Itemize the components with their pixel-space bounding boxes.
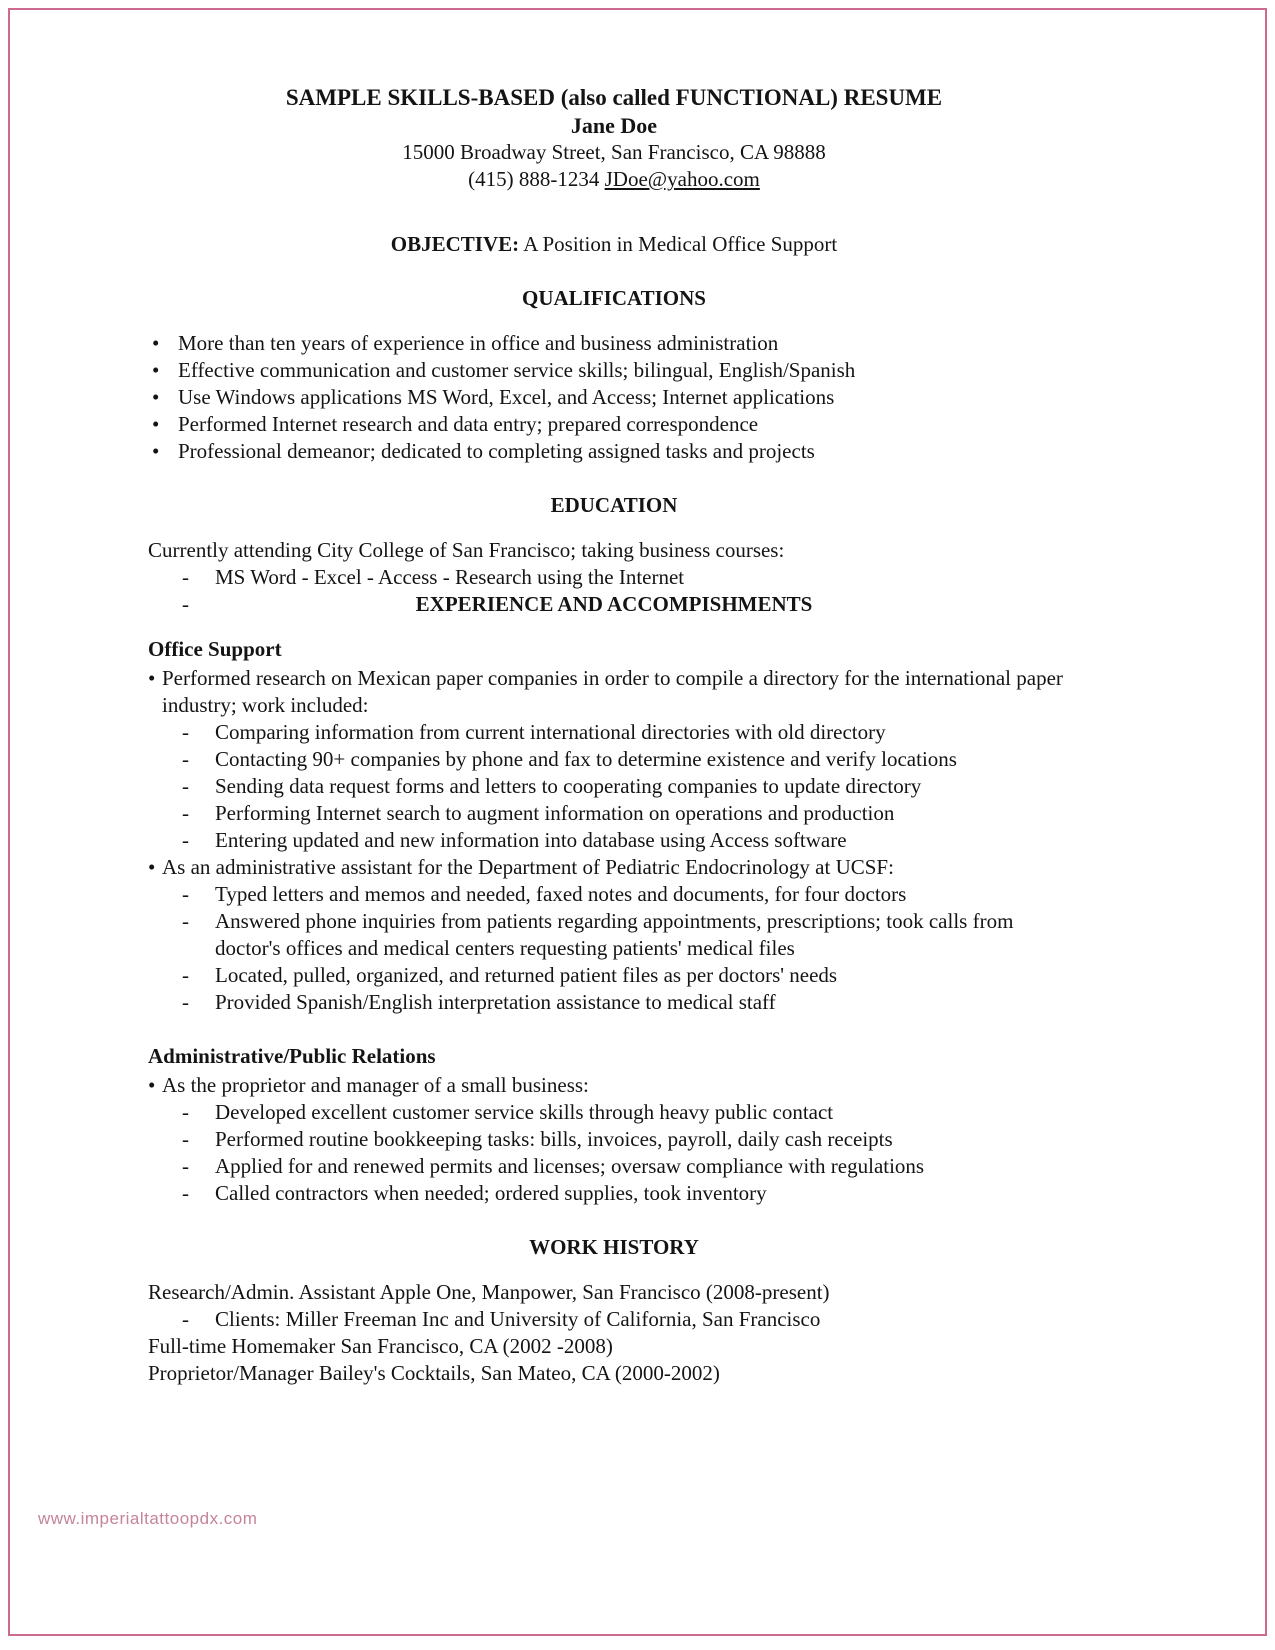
qualification-item: • Professional demeanor; dedicated to completing assigned tasks and projects [148, 438, 1080, 465]
candidate-address: 15000 Broadway Street, San Francisco, CA 98888 [402, 140, 826, 164]
office-support-subitem: - Comparing information from current international directories with old directory [148, 719, 1080, 746]
objective-line [148, 231, 1080, 258]
objective-text: A Position in Medical Office Support [523, 232, 838, 256]
office-support-title: Office Support [148, 637, 282, 661]
admin-pr-title: Administrative/Public Relations [148, 1044, 436, 1068]
qualification-item: • Effective communication and customer service skills; bilingual, English/Spanish [148, 357, 1080, 384]
office-support-subitem: - Performing Internet search to augment information on operations and production [148, 800, 1080, 827]
candidate-phone: (415) 888-1234 [468, 167, 600, 191]
office-support-subitem: - Entering updated and new information into database using Access software [148, 827, 1080, 854]
work-history-subitem: - Clients: Miller Freeman Inc and University of California, San Francisco [148, 1306, 1080, 1333]
admin-pr-subitem: - Applied for and renewed permits and licenses; oversaw compliance with regulations [148, 1153, 1080, 1180]
education-heading: EDUCATION [550, 493, 678, 517]
office-support-subitem: - Contacting 90+ companies by phone and fax to determine existence and verify locations [148, 746, 1080, 773]
office-support-sublist-2 [148, 881, 1080, 1016]
education-item: - MS Word - Excel - Access - Research using the Internet [148, 564, 1080, 591]
office-support-subitem: - Provided Spanish/English interpretation assistance to medical staff [148, 989, 1080, 1016]
watermark-url: www.imperialtattoopdx.com [38, 1509, 258, 1528]
admin-pr-subitem: - Performed routine bookkeeping tasks: bills, invoices, payroll, daily cash receipts [148, 1126, 1080, 1153]
experience-heading: EXPERIENCE AND ACCOMPISHMENTS [415, 592, 813, 616]
office-support-subitem: - Sending data request forms and letters to cooperating companies to update directory [148, 773, 1080, 800]
admin-pr-bullet: • As the proprietor and manager of a small business: [148, 1072, 1080, 1099]
office-support-subitem: - Located, pulled, organized, and returned patient files as per doctors' needs [148, 962, 1080, 989]
work-history-sublist [148, 1306, 1080, 1333]
work-history-heading: WORK HISTORY [529, 1235, 699, 1259]
work-history-entry: Research/Admin. Assistant Apple One, Manpower, San Francisco (2008-present) [148, 1280, 830, 1304]
resume-title: SAMPLE SKILLS-BASED (also called FUNCTIONAL) RESUME [285, 85, 943, 110]
education-intro: Currently attending City College of San Francisco; taking business courses: [148, 538, 785, 562]
work-history-entry: Full-time Homemaker San Francisco, CA (2002 -2008) [148, 1334, 613, 1358]
qualifications-heading: QUALIFICATIONS [522, 286, 706, 310]
admin-pr-subitem: - Called contractors when needed; ordered supplies, took inventory [148, 1180, 1080, 1207]
work-history-entry: Proprietor/Manager Bailey's Cocktails, San Mateo, CA (2000-2002) [148, 1361, 720, 1385]
qualifications-list [148, 330, 1080, 465]
contact-line [148, 166, 1080, 193]
qualification-item: • More than ten years of experience in office and business administration [148, 330, 1080, 357]
admin-pr-subitem: - Developed excellent customer service skills through heavy public contact [148, 1099, 1080, 1126]
qualification-item: • Use Windows applications MS Word, Excel, and Access; Internet applications [148, 384, 1080, 411]
email-link[interactable]: JDoe@yahoo.com [604, 167, 760, 191]
objective-label: OBJECTIVE: [390, 232, 520, 256]
candidate-name: Jane Doe [570, 113, 658, 138]
admin-pr-sublist [148, 1099, 1080, 1207]
office-support-bullet: • As an administrative assistant for the Department of Pediatric Endocrinology at UCSF: [148, 854, 1080, 881]
office-support-sublist-1 [148, 719, 1080, 854]
qualification-item: • Performed Internet research and data entry; prepared correspondence [148, 411, 1080, 438]
office-support-bullet: • Performed research on Mexican paper companies in order to compile a directory for the international paper industry; work included: [148, 665, 1080, 719]
education-list [148, 564, 1080, 591]
office-support-subitem: - Answered phone inquiries from patients regarding appointments, prescriptions; took calls from doctor's offices and medical centers requesting patients' medical files [148, 908, 1080, 962]
office-support-subitem: - Typed letters and memos and needed, faxed notes and documents, for four doctors [148, 881, 1080, 908]
